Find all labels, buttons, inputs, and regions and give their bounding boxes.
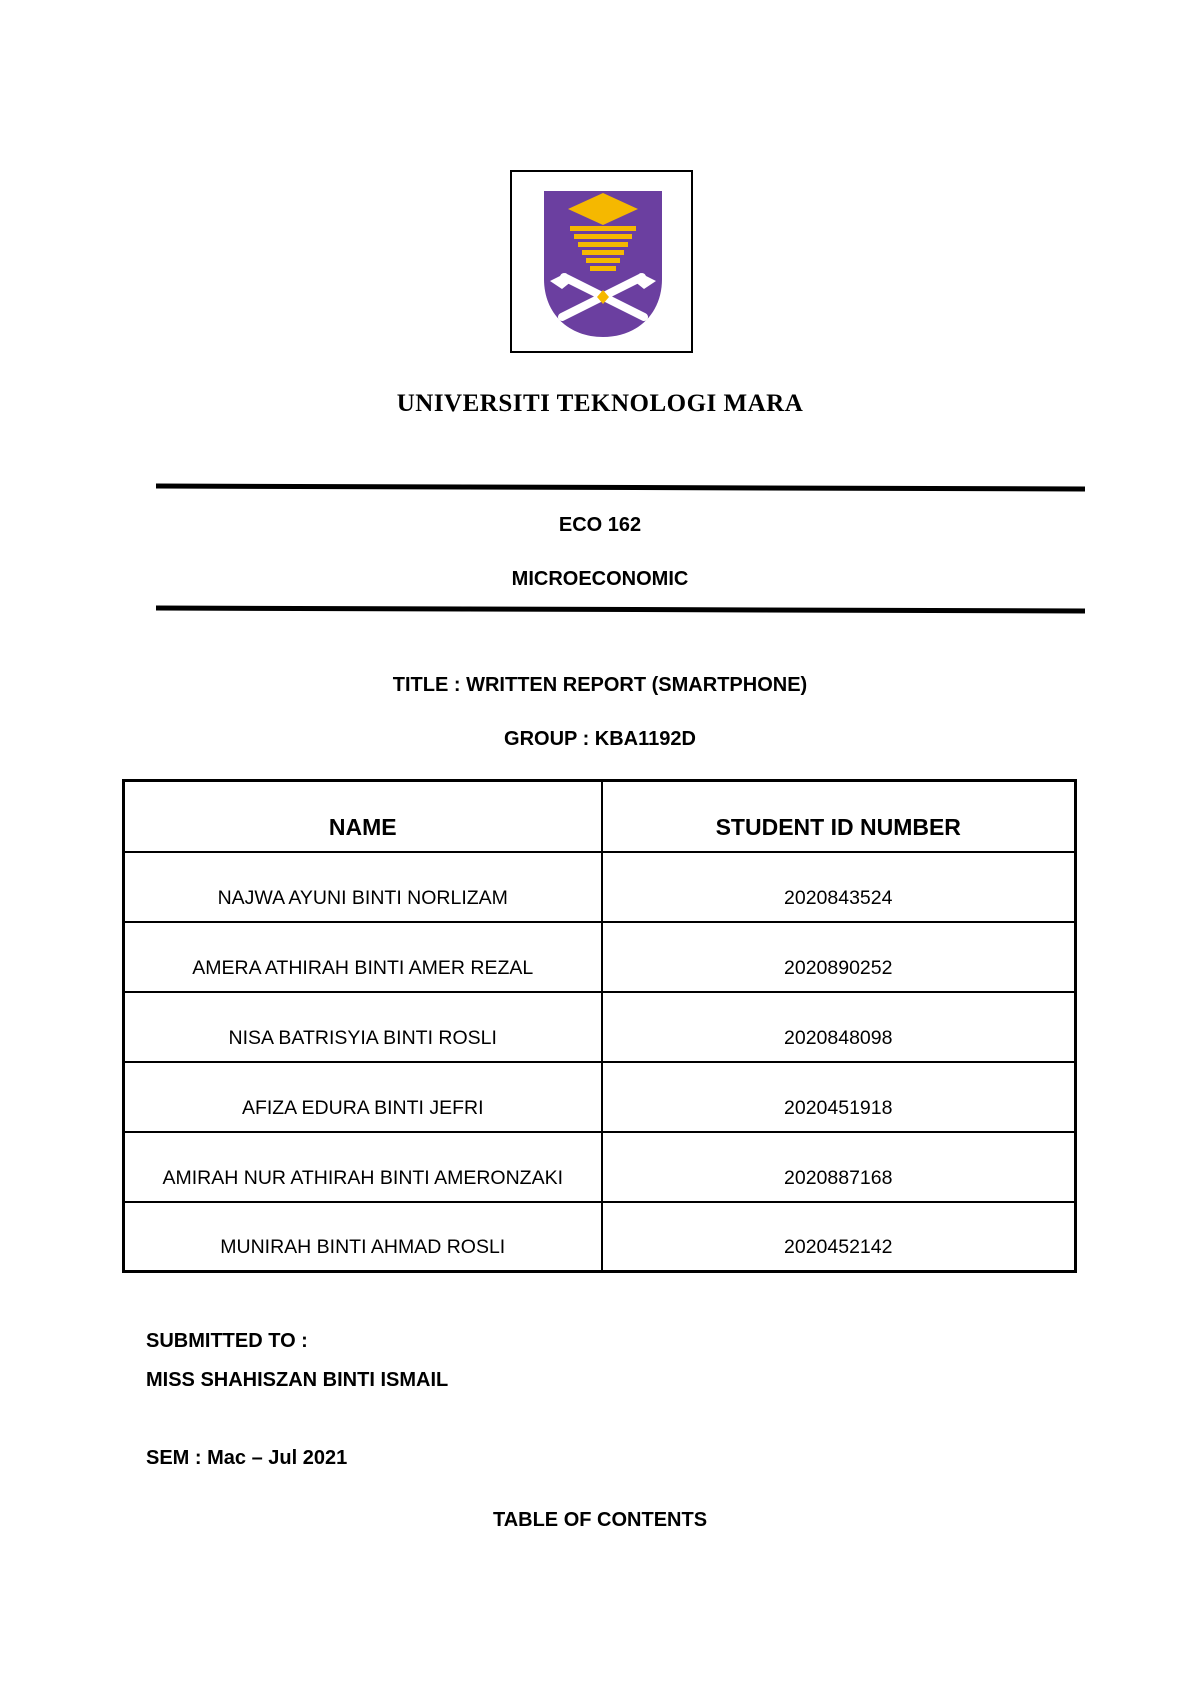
member-name: NISA BATRISYIA BINTI ROSLI xyxy=(124,992,602,1062)
table-header-row xyxy=(124,781,1076,852)
table-row xyxy=(124,922,1076,992)
table-row xyxy=(124,1132,1076,1202)
university-logo-frame xyxy=(510,170,693,353)
member-name: NAJWA AYUNI BINTI NORLIZAM xyxy=(124,852,602,922)
member-id: 2020452142 xyxy=(602,1202,1076,1272)
member-name: AFIZA EDURA BINTI JEFRI xyxy=(124,1062,602,1132)
member-name: MUNIRAH BINTI AHMAD ROSLI xyxy=(124,1202,602,1272)
top-divider xyxy=(156,484,1085,492)
report-title: TITLE : WRITTEN REPORT (SMARTPHONE) xyxy=(392,674,808,696)
member-name: AMIRAH NUR ATHIRAH BINTI AMERONZAKI xyxy=(124,1132,602,1202)
toc-heading: TABLE OF CONTENTS xyxy=(492,1509,708,1531)
table-row xyxy=(124,992,1076,1062)
member-id: 2020848098 xyxy=(602,992,1076,1062)
bottom-divider xyxy=(156,606,1085,614)
uitm-crest-icon xyxy=(542,189,664,339)
course-code: ECO 162 xyxy=(558,514,642,536)
table-row xyxy=(124,1062,1076,1132)
table-row xyxy=(124,852,1076,922)
member-id: 2020887168 xyxy=(602,1132,1076,1202)
member-id: 2020451918 xyxy=(602,1062,1076,1132)
header-name: NAME xyxy=(124,781,602,852)
group-code: GROUP : KBA1192D xyxy=(504,728,696,750)
table-row xyxy=(124,1202,1076,1272)
semester: SEM : Mac – Jul 2021 xyxy=(146,1447,348,1469)
header-student-id: STUDENT ID NUMBER xyxy=(602,781,1076,852)
university-name: UNIVERSITI TEKNOLOGI MARA xyxy=(396,390,804,417)
submitted-to-label: SUBMITTED TO : xyxy=(146,1330,308,1352)
lecturer-name: MISS SHAHISZAN BINTI ISMAIL xyxy=(146,1369,449,1391)
course-name: MICROECONOMIC xyxy=(511,568,689,590)
members-table xyxy=(122,779,1077,1273)
member-name: AMERA ATHIRAH BINTI AMER REZAL xyxy=(124,922,602,992)
member-id: 2020843524 xyxy=(602,852,1076,922)
member-id: 2020890252 xyxy=(602,922,1076,992)
